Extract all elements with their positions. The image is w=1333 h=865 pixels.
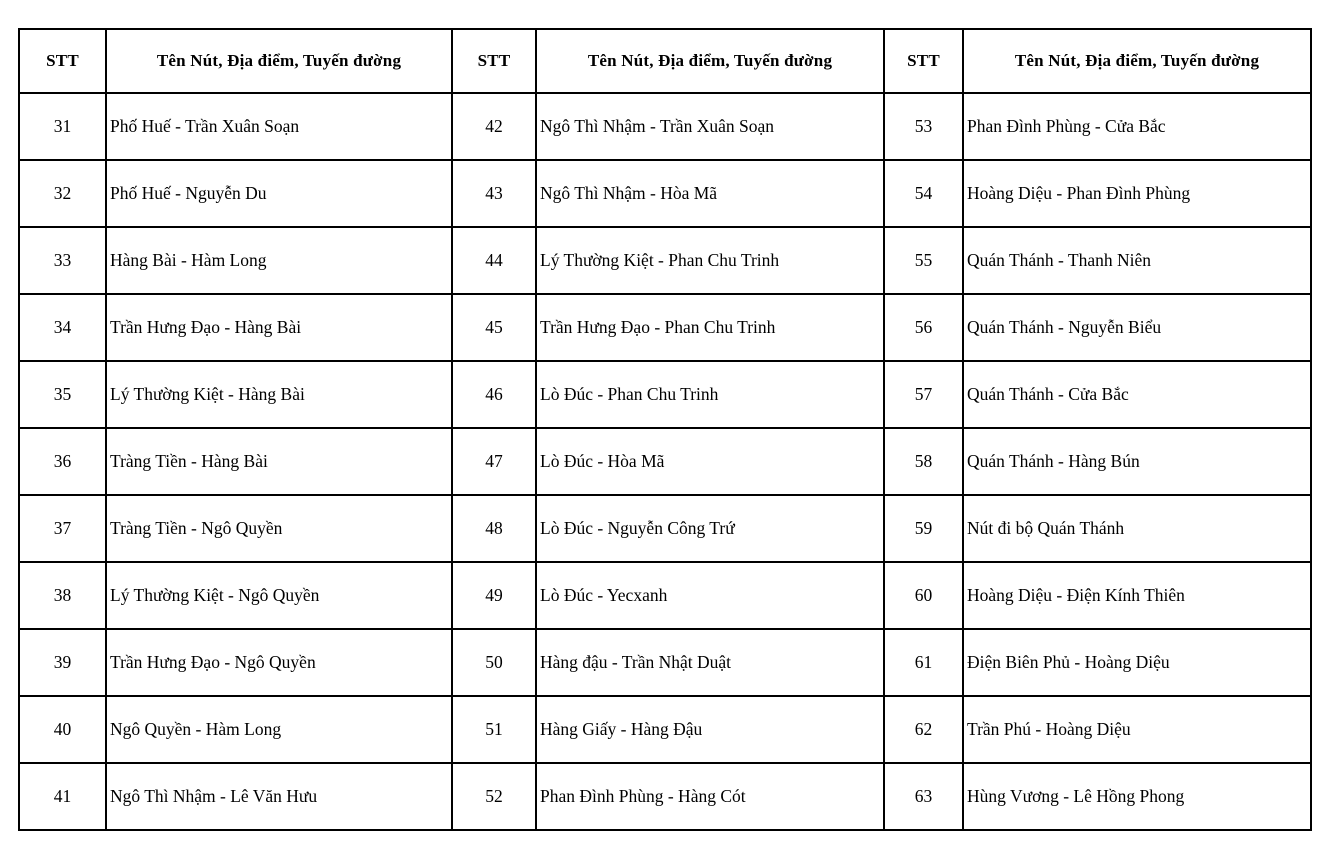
stt-cell: 43: [452, 160, 536, 227]
table-row: [19, 160, 1311, 227]
table-row: [19, 495, 1311, 562]
stt-cell: 36: [19, 428, 106, 495]
junction-name-cell: Tràng Tiền - Hàng Bài: [106, 428, 452, 495]
stt-cell: 42: [452, 93, 536, 160]
stt-cell: 62: [884, 696, 963, 763]
junction-name-cell: Lý Thường Kiệt - Phan Chu Trinh: [536, 227, 884, 294]
stt-cell: 51: [452, 696, 536, 763]
stt-cell: 52: [452, 763, 536, 830]
junction-name-cell: Phố Huế - Trần Xuân Soạn: [106, 93, 452, 160]
junction-name-cell: Quán Thánh - Nguyễn Biểu: [963, 294, 1311, 361]
junction-name-cell: Trần Phú - Hoàng Diệu: [963, 696, 1311, 763]
stt-cell: 40: [19, 696, 106, 763]
junction-name-cell: Lò Đúc - Yecxanh: [536, 562, 884, 629]
stt-cell: 48: [452, 495, 536, 562]
junction-name-cell: Hàng đậu - Trần Nhật Duật: [536, 629, 884, 696]
junction-name-cell: Phố Huế - Nguyễn Du: [106, 160, 452, 227]
stt-cell: 47: [452, 428, 536, 495]
stt-cell: 32: [19, 160, 106, 227]
table-row: [19, 696, 1311, 763]
table-row: [19, 629, 1311, 696]
stt-cell: 53: [884, 93, 963, 160]
junction-name-cell: Trần Hưng Đạo - Ngô Quyền: [106, 629, 452, 696]
junction-name-cell: Phan Đình Phùng - Cửa Bắc: [963, 93, 1311, 160]
junction-name-cell: Nút đi bộ Quán Thánh: [963, 495, 1311, 562]
stt-cell: 63: [884, 763, 963, 830]
junction-name-cell: Lò Đúc - Phan Chu Trinh: [536, 361, 884, 428]
junction-name-cell: Hàng Bài - Hàm Long: [106, 227, 452, 294]
table-row: [19, 93, 1311, 160]
junction-name-cell: Phan Đình Phùng - Hàng Cót: [536, 763, 884, 830]
header-stt: STT: [19, 29, 106, 93]
junction-name-cell: Lý Thường Kiệt - Hàng Bài: [106, 361, 452, 428]
stt-cell: 50: [452, 629, 536, 696]
junction-name-cell: Ngô Quyền - Hàm Long: [106, 696, 452, 763]
stt-cell: 54: [884, 160, 963, 227]
junction-name-cell: Quán Thánh - Hàng Bún: [963, 428, 1311, 495]
junction-name-cell: Ngô Thì Nhậm - Trần Xuân Soạn: [536, 93, 884, 160]
junction-name-cell: Ngô Thì Nhậm - Lê Văn Hưu: [106, 763, 452, 830]
stt-cell: 39: [19, 629, 106, 696]
junction-name-cell: Quán Thánh - Thanh Niên: [963, 227, 1311, 294]
junction-name-cell: Hoàng Diệu - Điện Kính Thiên: [963, 562, 1311, 629]
stt-cell: 31: [19, 93, 106, 160]
stt-cell: 33: [19, 227, 106, 294]
junction-name-cell: Ngô Thì Nhậm - Hòa Mã: [536, 160, 884, 227]
stt-cell: 44: [452, 227, 536, 294]
junction-name-cell: Quán Thánh - Cửa Bắc: [963, 361, 1311, 428]
stt-cell: 38: [19, 562, 106, 629]
junction-name-cell: Lò Đúc - Nguyễn Công Trứ: [536, 495, 884, 562]
junction-name-cell: Trần Hưng Đạo - Phan Chu Trinh: [536, 294, 884, 361]
junction-name-cell: Hùng Vương - Lê Hồng Phong: [963, 763, 1311, 830]
stt-cell: 35: [19, 361, 106, 428]
header-name: Tên Nút, Địa điểm, Tuyến đường: [106, 29, 452, 93]
junction-name-cell: Hoàng Diệu - Phan Đình Phùng: [963, 160, 1311, 227]
intersection-table: [18, 28, 1312, 831]
table-row: [19, 428, 1311, 495]
table-row: [19, 562, 1311, 629]
stt-cell: 46: [452, 361, 536, 428]
header-name: Tên Nút, Địa điểm, Tuyến đường: [536, 29, 884, 93]
stt-cell: 45: [452, 294, 536, 361]
junction-name-cell: Hàng Giấy - Hàng Đậu: [536, 696, 884, 763]
stt-cell: 41: [19, 763, 106, 830]
stt-cell: 49: [452, 562, 536, 629]
stt-cell: 34: [19, 294, 106, 361]
junction-name-cell: Lý Thường Kiệt - Ngô Quyền: [106, 562, 452, 629]
stt-cell: 59: [884, 495, 963, 562]
junction-name-cell: Trần Hưng Đạo - Hàng Bài: [106, 294, 452, 361]
table-row: [19, 763, 1311, 830]
header-stt: STT: [452, 29, 536, 93]
stt-cell: 61: [884, 629, 963, 696]
stt-cell: 60: [884, 562, 963, 629]
junction-name-cell: Điện Biên Phủ - Hoàng Diệu: [963, 629, 1311, 696]
junction-name-cell: Lò Đúc - Hòa Mã: [536, 428, 884, 495]
stt-cell: 37: [19, 495, 106, 562]
stt-cell: 55: [884, 227, 963, 294]
header-stt: STT: [884, 29, 963, 93]
stt-cell: 57: [884, 361, 963, 428]
table-row: [19, 227, 1311, 294]
header-name: Tên Nút, Địa điểm, Tuyến đường: [963, 29, 1311, 93]
table-row: [19, 294, 1311, 361]
stt-cell: 58: [884, 428, 963, 495]
junction-name-cell: Tràng Tiền - Ngô Quyền: [106, 495, 452, 562]
stt-cell: 56: [884, 294, 963, 361]
table-row: [19, 361, 1311, 428]
table-header-row: [19, 29, 1311, 93]
